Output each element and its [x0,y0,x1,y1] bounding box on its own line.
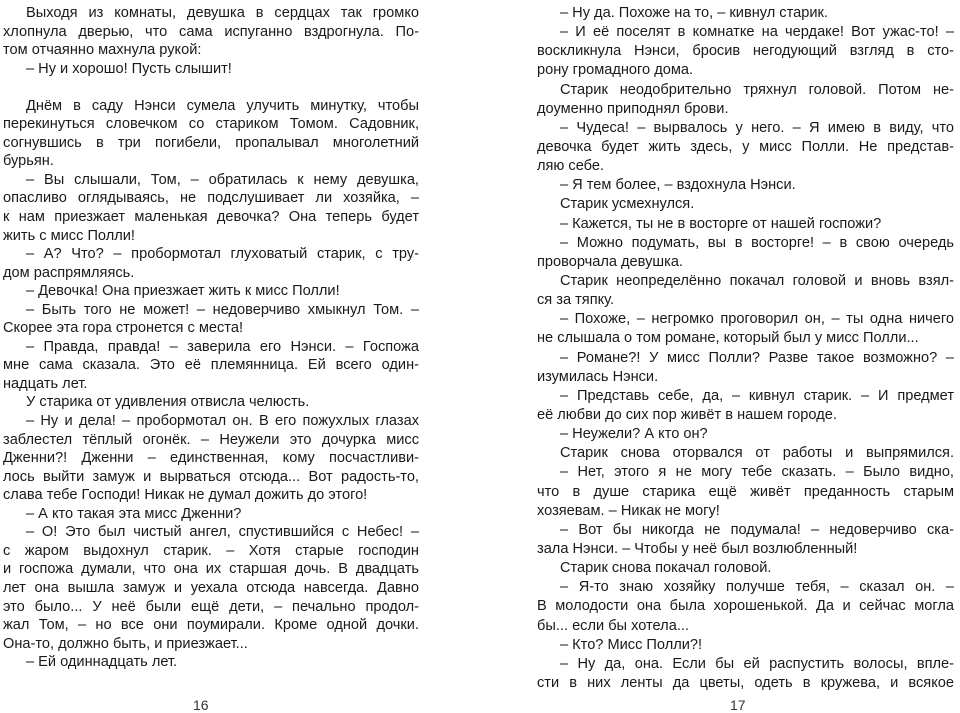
text-line: – Я тем более, – вздохнула Нэнси. [560,177,796,194]
text-line: – Быть того не может! – недоверчиво хмыкнул Том. – [26,301,419,318]
text-line: том отчаянно махнула рукой: [3,42,202,59]
text-line: зала Нэнси. – Чтобы у неё был возлюбленный! [537,540,858,557]
text-line: – Кто? Мисс Полли?! [560,636,703,653]
text-line: дом распрямляясь. [3,264,135,281]
text-line: – Вот бы никогда не подумала! – недоверчиво ска- [560,521,954,538]
text-line: Старик усмехнулся. [560,196,695,213]
text-line: – Правда, правда! – заверила его Нэнси. – Госпожа [26,338,419,355]
text-line: – Ну и хорошо! Пусть слышит! [26,60,232,77]
text-line: заблестел тёплый огонёк. – Неужели это дочурка мисс [3,431,419,448]
text-line: ляю себе. [537,158,605,175]
text-line: воскликнула Нэнси, бросив негодующий взгляд в сто- [537,43,954,60]
text-line: – Ей одиннадцать лет. [26,654,178,671]
text-line: Выходя из комнаты, девушка в сердцах так громко [26,5,419,21]
text-line: – Можно подумать, вы в восторге! – в свою очередь [560,234,954,251]
text-line: – Неужели? А кто он? [560,426,708,443]
text-line: рону громадного дома. [537,62,694,79]
text-line: согнувшись в три погибели, пропалывал многолетний [3,134,419,151]
text-line: – И её поселят в комнатке на чердаке! Вот ужас-то! – [560,24,954,41]
text-line: Старик снова покачал головой. [560,560,772,577]
text-line: У старика от удивления отвисла челюсть. [26,394,310,411]
text-line: бы... если бы хотела... [537,617,689,634]
text-line: Старик неопределённо покачал головой и вновь взял- [560,272,954,289]
text-line: Днём в саду Нэнси сумела улучить минутку, чтобы [26,97,419,114]
text-line: мне сама сказала. Это её племянница. Ей всего один- [3,357,419,374]
text-line: не слышала о том романе, который был у мисс Полли... [537,330,919,347]
text-line: девочка будет жить здесь, у мисс Полли. Не представ- [537,138,954,155]
text-line: Старик снова оторвался от работы и выпрямился. [560,445,954,462]
text-line: – Ну да. Похоже на то, – кивнул старик. [560,5,828,21]
text-line: – Ну и дела! – пробормотал он. В его пожухлых глазах [26,413,419,430]
text-line: Она-то, должно быть, и приезжает... [3,635,248,652]
text-line: – Ну да, она. Если бы ей распустить волосы, впле- [560,655,954,672]
text-line: бурьян. [3,153,54,170]
text-line: – Вы слышали, Том, – обратилась к нему девушка, [26,171,419,188]
text-line: изумилась Нэнси. [537,368,659,385]
text-line: опасливо оглядываясь, не подслушивает ли хозяйка, – [3,190,419,207]
text-line: – Нет, этого я не могу тебе сказать. – Было видно, [560,464,954,481]
text-line: – Похоже, – негромко проговорил он, – ты одна ничего [560,311,954,328]
right-page [537,4,954,693]
text-line: лось выйти замуж и вырваться отсюда... Вот радость-то, [3,468,419,485]
page-number-right: 17 [730,697,746,713]
text-line: – О! Это был чистый ангел, спустившийся с Небес! – [26,524,419,541]
text-line: её любви до сих пор живёт в нашем городе. [537,406,837,423]
text-line: ся за тяпку. [537,292,615,309]
text-line: проворчала девушка. [537,253,683,270]
text-line: это было... У неё были ещё дети, – печально продол- [3,598,419,615]
text-line: жал Том, – но все они поумирали. Кроме одной дочки. [3,617,419,634]
text-line: хозяевам. – Никак не могу! [537,502,720,519]
text-line: лет она вышла замуж и уехала отсюда навсегда. Давно [3,579,419,596]
text-line: – Кажется, ты не в восторге от нашей госпожи? [560,215,882,232]
text-line: – Чудеса! – вырвалось у него. – Я имею в виду, что [560,119,954,136]
text-line: что в душе старика ещё живёт преданность старым [537,483,954,500]
text-line: Скорее эта гора стронется с места! [3,320,243,337]
text-line: и госпожа думали, что она их старшая дочь. В двадцать [3,561,419,578]
text-line: – Девочка! Она приезжает жить к мисс Полли! [26,283,340,300]
text-line: с жаром выдохнул старик. – Хотя старые господин [3,542,419,559]
text-line: Старик неодобрительно тряхнул головой. Потом не- [560,81,954,98]
text-line: – Я-то знаю хозяйку получше тебя, – сказал он. – [560,579,954,596]
text-line: сти в них ленты да цветы, одеть в кружева, и всякое [537,674,954,691]
text-line: – Представь себе, да, – кивнул старик. – И предмет [560,387,954,404]
text-line: доуменно приподнял брови. [537,100,729,117]
page-number-left: 16 [193,697,209,713]
blank-line [3,78,419,97]
text-line: надцать лет. [3,375,88,392]
text-line: слава тебе Господи! Никак не думал дожить до этого! [3,487,368,504]
text-line: жить с мисс Полли! [3,227,135,244]
text-line: – А кто такая эта мисс Дженни? [26,505,242,522]
text-line: – Романе?! У мисс Полли? Разве такое возможно? – [560,349,954,366]
text-line: хлопнула дверью, что сама испуганно вздрогнула. По- [3,23,419,40]
left-page [3,4,419,672]
text-line: В молодости она была хорошенькой. Да и сейчас могла [537,598,954,615]
text-line: – А? Что? – пробормотал глуховатый старик, с тру- [26,246,419,263]
text-line: перекинуться словечком со стариком Томом. Садовник, [3,116,419,133]
text-line: к нам приезжает маленькая девочка? Она теперь будет [3,209,419,226]
text-line: Дженни?! Дженни – единственная, кому посчастливи- [3,450,419,467]
